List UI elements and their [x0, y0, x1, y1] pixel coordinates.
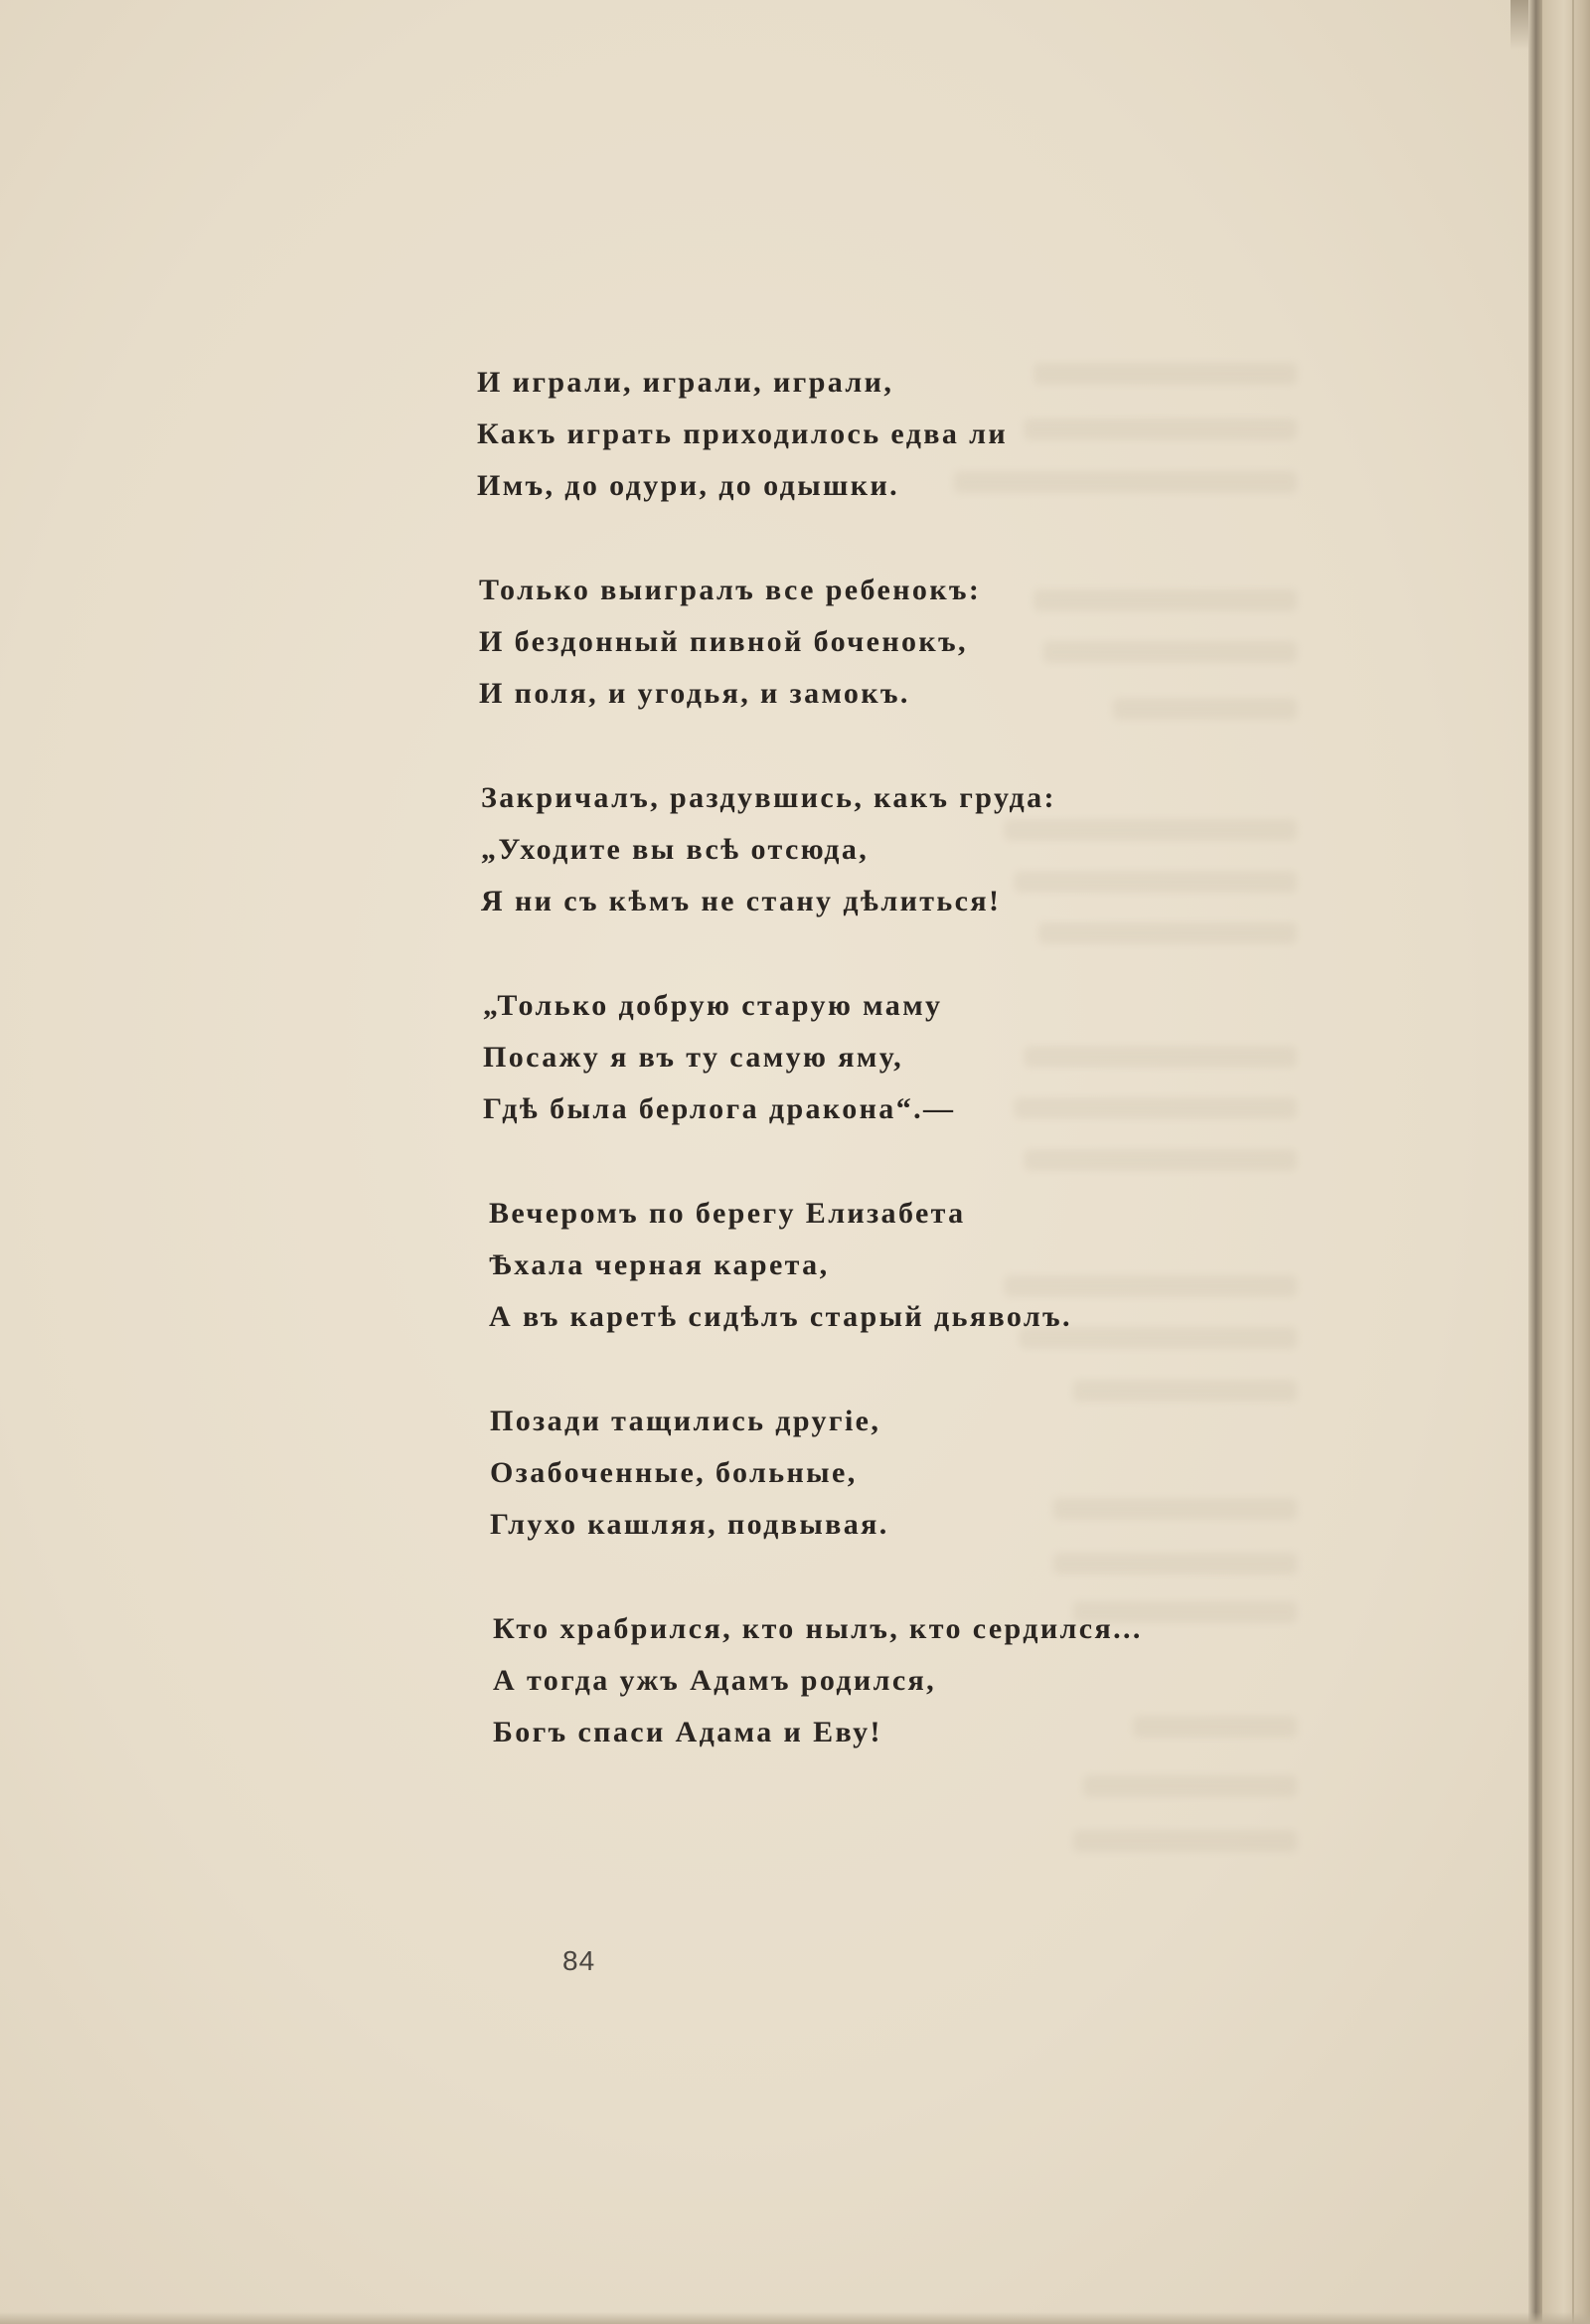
- poem-line: Ѣхала черная карета,: [489, 1248, 830, 1281]
- show-through-line: [1073, 1830, 1297, 1852]
- poem-line: Гдѣ была берлога дракона“.—: [483, 1092, 956, 1125]
- poem-line: Богъ спаси Адама и Еву!: [493, 1716, 882, 1748]
- poem-line: А въ каретѣ сидѣлъ старый дьяволъ.: [489, 1300, 1072, 1333]
- stanza-3: [477, 772, 1143, 927]
- poem-line: Имъ, до одури, до одышки.: [477, 469, 900, 502]
- leaf-edge-line: [1572, 0, 1574, 2324]
- poem-line: И поля, и угодья, и замокъ.: [479, 677, 910, 710]
- poem-line: „Только добрую старую маму: [483, 989, 943, 1022]
- poem-text: [477, 357, 1143, 1811]
- poem-line: Глухо кашляя, подвывая.: [490, 1508, 889, 1541]
- poem-line: Только выигралъ все ребенокъ:: [479, 574, 982, 606]
- page-number: 84: [562, 1945, 596, 1976]
- poem-line: Посажу я въ ту самую яму,: [483, 1041, 903, 1074]
- poem-line: И бездонный пивной боченокъ,: [479, 625, 968, 658]
- next-leaf-edge: [1542, 0, 1590, 2324]
- poem-line: Я ни съ кѣмъ не стану дѣлиться!: [481, 885, 1002, 917]
- page-edge-shadow: [1528, 0, 1542, 2324]
- poem-line: Озабоченные, больные,: [490, 1456, 858, 1489]
- poem-line: Вечеромъ по берегу Елизабета: [489, 1197, 966, 1230]
- show-through-line: [1133, 1716, 1297, 1738]
- stanza-4: [477, 980, 1143, 1135]
- poem-line: Кто храбрился, кто нылъ, кто сердился...: [493, 1612, 1143, 1645]
- poem-line: И играли, играли, играли,: [477, 366, 894, 399]
- stanza-2: [477, 565, 1143, 720]
- stanza-1: [477, 357, 1143, 512]
- stanza-7: [477, 1603, 1143, 1758]
- poem-line: Позади тащились другіе,: [490, 1405, 881, 1437]
- poem-line: Закричалъ, раздувшись, какъ груда:: [481, 781, 1056, 814]
- stanza-5: [477, 1188, 1143, 1343]
- page-bottom-edge: [0, 2312, 1590, 2324]
- poem-line: А тогда ужъ Адамъ родился,: [493, 1664, 937, 1697]
- poem-line: Какъ играть приходилось едва ли: [477, 417, 1009, 450]
- stanza-6: [477, 1396, 1143, 1551]
- poem-line: „Уходите вы всѣ отсюда,: [481, 833, 870, 866]
